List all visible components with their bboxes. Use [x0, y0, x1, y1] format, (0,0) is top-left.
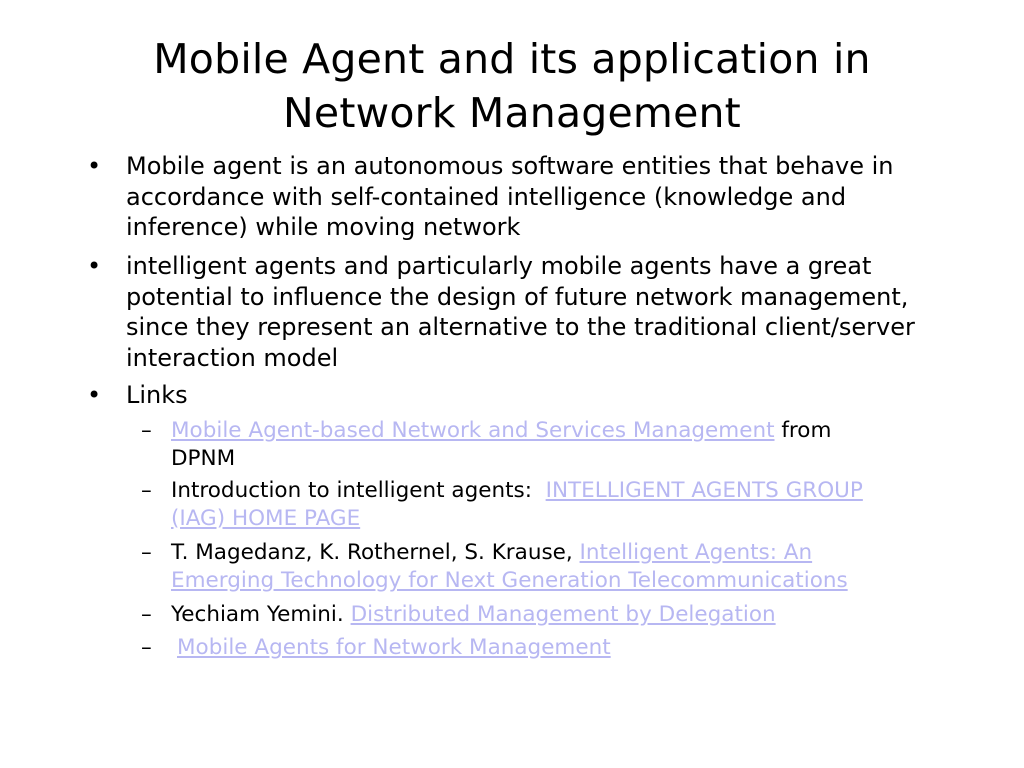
- sub-item-5: [141, 634, 961, 662]
- sub-5-line-1: [171, 634, 961, 662]
- sub-marker: –: [141, 418, 152, 443]
- sub-2-before-text: Introduction to intelligent agents:: [171, 478, 546, 503]
- bullet-2-line-2: potential to influence the design of future network management,: [126, 282, 909, 311]
- slide-title: [80, 32, 944, 140]
- link-intelligent-agents-part-2[interactable]: Emerging Technology for Next Generation Telecommunications: [171, 568, 848, 593]
- link-mobile-agents-network-management[interactable]: Mobile Agents for Network Management: [177, 635, 611, 660]
- link-distributed-management[interactable]: Distributed Management by Delegation: [350, 602, 776, 627]
- link-mobile-agent-based-management[interactable]: Mobile Agent-based Network and Services Management: [171, 418, 775, 443]
- bullet-1-line-1: Mobile agent is an autonomous software entities that behave in: [126, 152, 894, 180]
- sub-2-line-2: [171, 505, 961, 533]
- bullet-3-line-1: Links: [126, 381, 188, 409]
- sub-marker: –: [141, 602, 152, 627]
- bullet-item-1: [87, 151, 976, 243]
- bullet-2-line-1: intelligent agents and particularly mobile agents have a great: [126, 252, 872, 280]
- bullet-1-line-3: inference) while moving network: [126, 213, 521, 241]
- sub-4-before-text: Yechiam Yemini.: [171, 602, 351, 627]
- sub-item-3: [141, 539, 961, 595]
- title-line-1: Mobile Agent and its application in: [153, 35, 871, 83]
- sub-4-line-1: [171, 601, 961, 629]
- sub-3-line-1: [171, 539, 961, 567]
- bullet-item-3: [87, 380, 976, 411]
- sub-3-line-2: [171, 567, 961, 595]
- sub-marker: –: [141, 540, 152, 565]
- sub-item-2: [141, 477, 961, 533]
- bullet-marker: •: [87, 381, 102, 409]
- bullet-1-line-2: accordance with self-contained intelligence (knowledge and: [126, 182, 847, 211]
- sub-marker: –: [141, 635, 152, 660]
- link-intelligent-agents-part-1[interactable]: Intelligent Agents: An: [579, 540, 813, 565]
- bullet-2-line-4: interaction model: [126, 343, 339, 372]
- sub-item-4: [141, 601, 961, 629]
- bullet-item-2: [87, 251, 976, 373]
- sub-1-line-2: DPNM: [171, 446, 236, 471]
- sub-1-line-1: [171, 417, 961, 445]
- title-line-2: Network Management: [283, 89, 741, 137]
- bullet-marker: •: [87, 152, 102, 180]
- bullet-marker: •: [87, 252, 102, 280]
- sub-item-1: [141, 417, 961, 473]
- link-iag-home-page-part-1[interactable]: INTELLIGENT AGENTS GROUP: [545, 478, 863, 503]
- sub-2-line-1: [171, 477, 961, 505]
- bullet-2-line-3: since they represent an alternative to the traditional client/server: [126, 313, 915, 341]
- link-iag-home-page-part-2[interactable]: (IAG) HOME PAGE: [171, 506, 361, 531]
- sub-1-after-text: from: [774, 418, 832, 443]
- sub-3-before-text: T. Magedanz, K. Rothernel, S. Krause,: [171, 540, 580, 565]
- sub-marker: –: [141, 478, 152, 503]
